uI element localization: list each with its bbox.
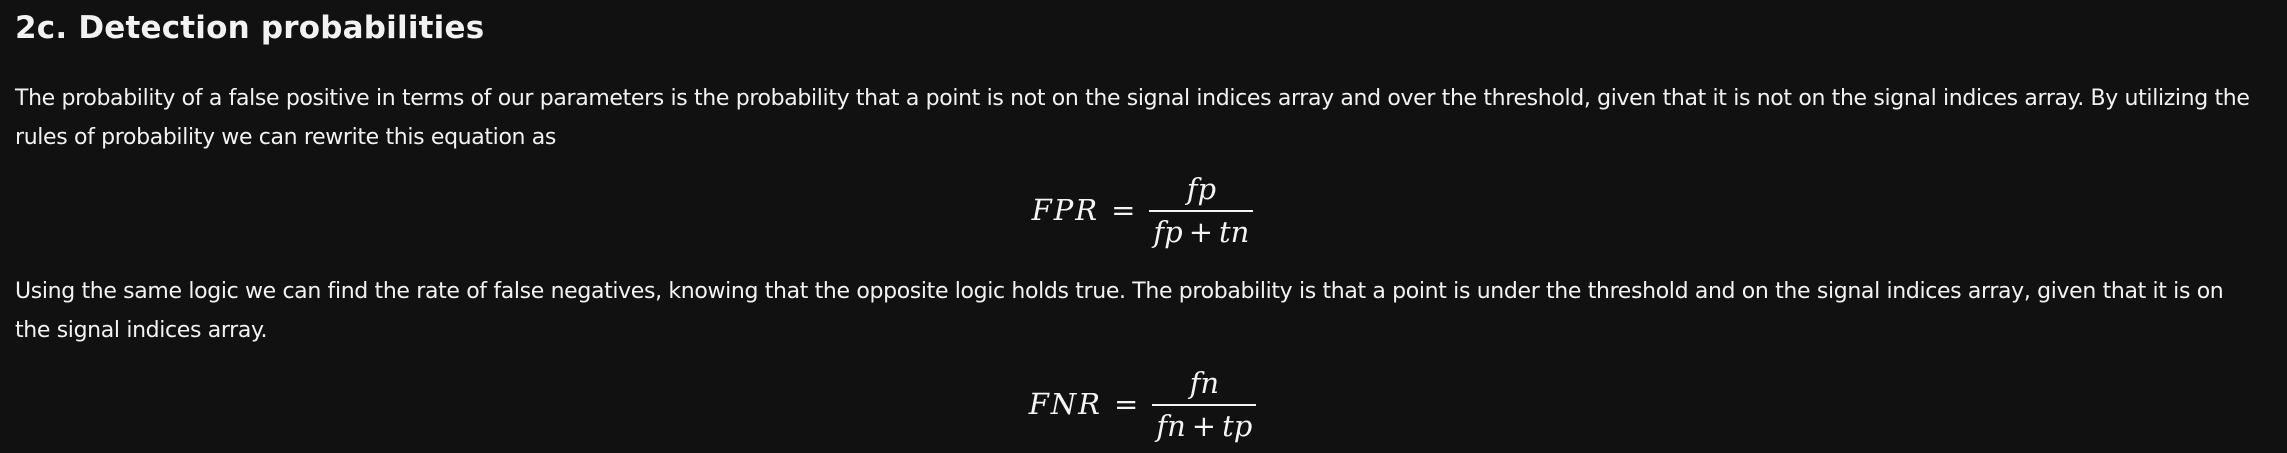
equation-fpr-denominator xyxy=(1149,210,1253,249)
equation-fpr-numerator: fp xyxy=(1186,171,1217,206)
equation-fpr xyxy=(15,172,2270,248)
equation-fnr-denominator-term-a: fn xyxy=(1156,408,1186,443)
equation-fpr-plus: + xyxy=(1188,214,1214,249)
equation-fnr-lhs: FNR xyxy=(1028,387,1103,421)
equation-fnr-numerator: fn xyxy=(1189,365,1220,400)
section-heading: 2c. Detection probabilities xyxy=(15,10,485,46)
equation-fpr-equals: = xyxy=(1111,193,1136,227)
equation-fpr-denominator-term-a: fp xyxy=(1153,214,1183,249)
equation-fnr-plus: + xyxy=(1191,408,1217,443)
paragraph-false-negative: Using the same logic we can find the rate of false negatives, knowing that the opposite logic holds true. The probability is that a point is under the threshold and on the signal indices array, given that it is on the signal indices array. xyxy=(15,279,2224,343)
equation-fnr-equals: = xyxy=(1114,387,1139,421)
equation-fnr xyxy=(15,366,2270,442)
equation-fnr-fraction xyxy=(1152,366,1256,443)
equation-fpr-denominator-term-b: tn xyxy=(1219,214,1250,249)
paragraph-false-positive: The probability of a false positive in terms of our parameters is the probability that a point is not on the signal indices array and over the threshold, given that it is not on the signal indices array. By utilizing the rules of probability we can rewrite this equation as xyxy=(15,86,2250,150)
equation-fnr-denominator xyxy=(1152,404,1256,443)
equation-fpr-lhs: FPR xyxy=(1031,193,1100,227)
equation-fnr-denominator-term-b: tp xyxy=(1222,408,1253,443)
equation-fpr-fraction xyxy=(1149,172,1253,249)
